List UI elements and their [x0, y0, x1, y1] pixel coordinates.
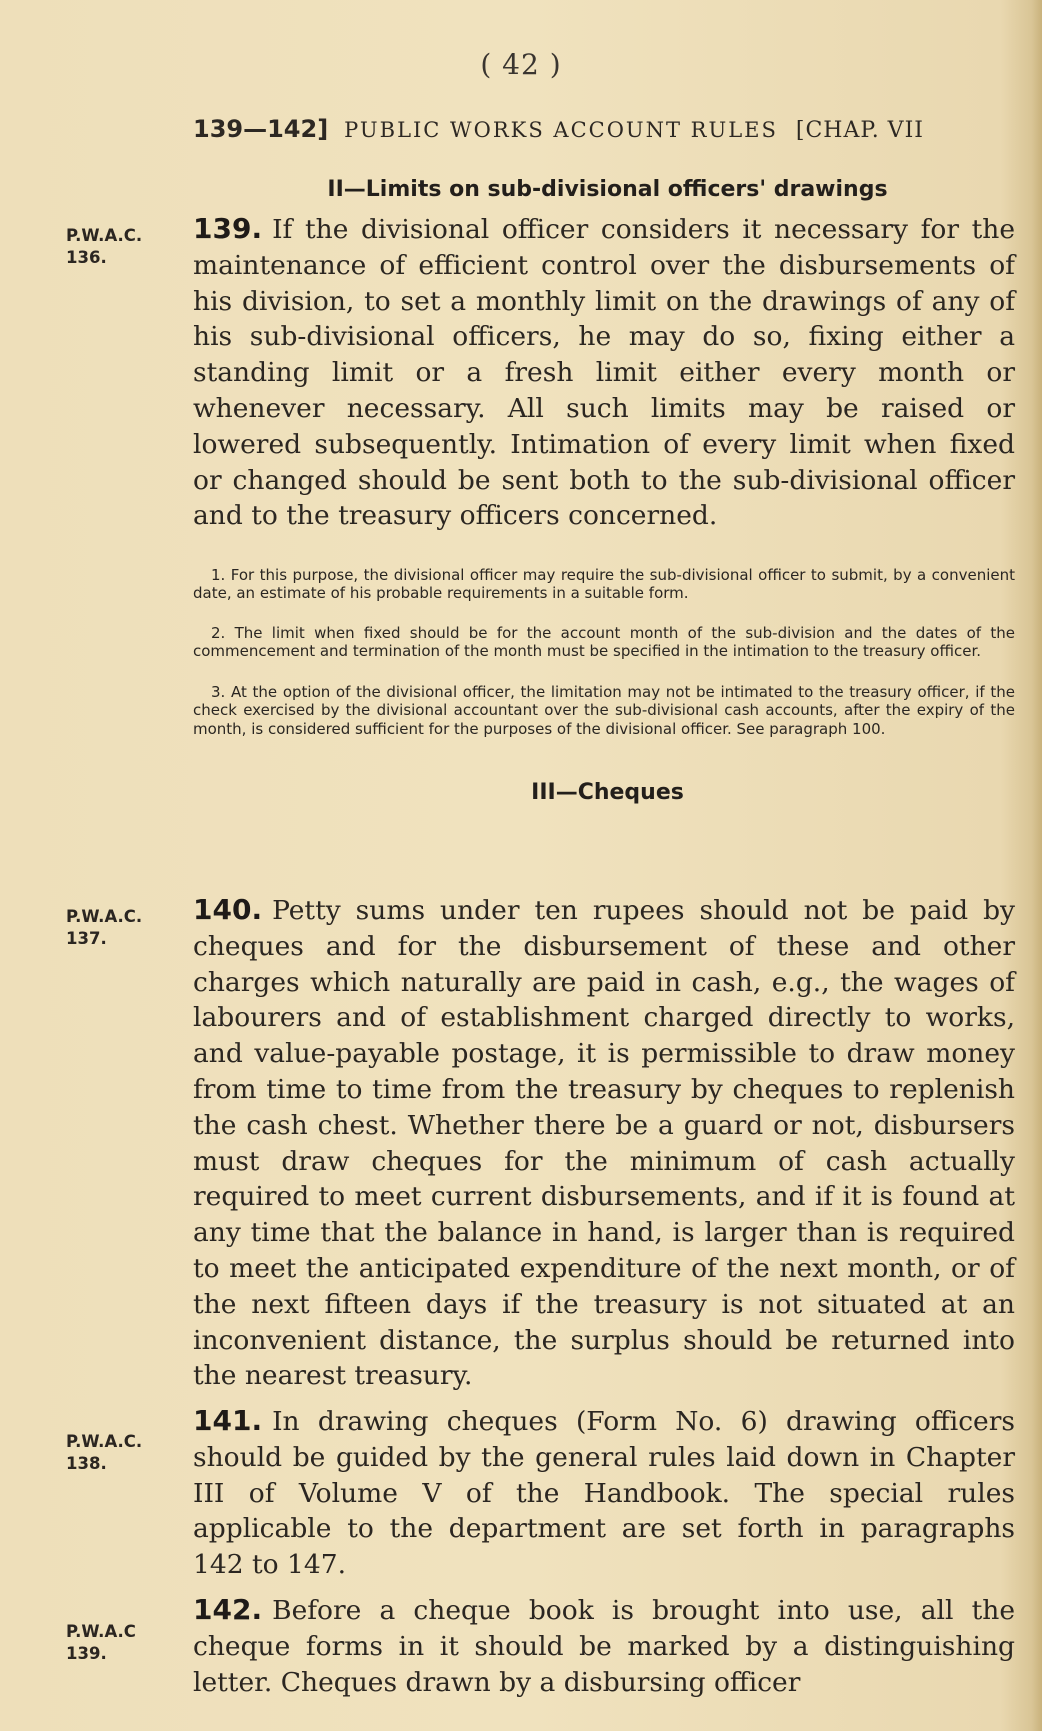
paragraph-text: Before a cheque book is brought into use, all the cheque forms in it should be marked by a distinguishing letter. Cheques drawn by a disbursing officer	[193, 1595, 1015, 1698]
note-1	[193, 566, 1015, 603]
paragraph-142	[193, 1592, 1015, 1700]
margin-ref-139	[66, 225, 142, 269]
running-head-sections: 139—142]	[193, 115, 329, 143]
running-head-title: PUBLIC WORKS ACCOUNT RULES	[344, 118, 778, 142]
paragraph-number: 141.	[193, 1404, 263, 1437]
paragraph-141	[193, 1403, 1015, 1583]
paragraph-text: In drawing cheques (Form No. 6) drawing officers should be guided by the general rules laid down in Chapter III of Volume V of the Handbook. The special rules applicable to the department are set forth in paragraphs 142 to 147.	[193, 1406, 1015, 1581]
margin-ref-number: 137.	[66, 929, 107, 948]
note-2	[193, 624, 1015, 661]
section-heading-limits: II—Limits on sub-divisional officers' drawings	[327, 177, 888, 202]
note-text: 2. The limit when fixed should be for the account month of the sub-division and the dates of the commencement and termination of the month must be specified in the intimation to the treasury officer.	[193, 624, 1015, 661]
margin-ref-label: P.W.A.C.	[66, 1432, 143, 1451]
page-number: ( 42 )	[480, 48, 562, 81]
paragraph-text: If the divisional officer considers it necessary for the maintenance of efficient control over the disbursements of his division, to set a monthly limit on the drawings of any of his sub-divisional officers, he may do so, fixing either a standing limit or a fresh limit either every month or whenever necessary. All such limits may be raised or lowered subsequently. Intimation of every limit when fixed or changed should be sent both to the sub-divisional officer and to the treasury officers concerned.	[193, 214, 1015, 532]
margin-ref-140	[66, 906, 142, 950]
note-text: 3. At the option of the divisional officer, the limitation may not be intimated to the treasury officer, if the check exercised by the divisional accountant over the sub-divisional cash accounts, after the expiry of the month, is considered sufficient for the purposes of the divisional officer. See paragraph 100.	[193, 683, 1015, 738]
margin-ref-142	[66, 1621, 136, 1665]
margin-ref-number: 139.	[66, 1644, 107, 1663]
note-text: 1. For this purpose, the divisional officer may require the sub-divisional officer to submit, by a convenient date, an estimate of his probable requirements in a suitable form.	[193, 566, 1015, 603]
margin-ref-141	[66, 1431, 142, 1475]
margin-ref-label: P.W.A.C	[66, 1622, 136, 1641]
paragraph-number: 142.	[193, 1593, 263, 1626]
section-heading-cheques: III—Cheques	[531, 780, 684, 805]
paragraph-text: Petty sums under ten rupees should not be paid by cheques and for the disbursement of these and other charges which naturally are paid in cash, e.g., the wages of labourers and of establishment charged directly to works, and value-payable postage, it is permissible to draw money from time to time from the treasury by cheques to replenish the cash chest. Whether there be a guard or not, disbursers must draw cheques for the minimum of cash actually required to meet current disbursements, and if it is found at any time that the balance in hand, is larger than is required to meet the anticipated expenditure of the next month, or of the next fifteen days if the treasury is not situated at an inconvenient distance, the surplus should be returned into the nearest treasury.	[193, 895, 1015, 1392]
note-3	[193, 683, 1015, 738]
running-head-chapter: [CHAP. VII	[795, 118, 924, 143]
paragraph-139	[193, 211, 1015, 534]
margin-ref-label: P.W.A.C.	[66, 226, 143, 245]
margin-ref-number: 138.	[66, 1454, 107, 1473]
paragraph-140	[193, 892, 1015, 1394]
margin-ref-label: P.W.A.C.	[66, 907, 143, 926]
paragraph-number: 140.	[193, 893, 263, 926]
running-head	[193, 115, 1033, 143]
margin-ref-number: 136.	[66, 248, 107, 267]
paragraph-number: 139.	[193, 212, 263, 245]
